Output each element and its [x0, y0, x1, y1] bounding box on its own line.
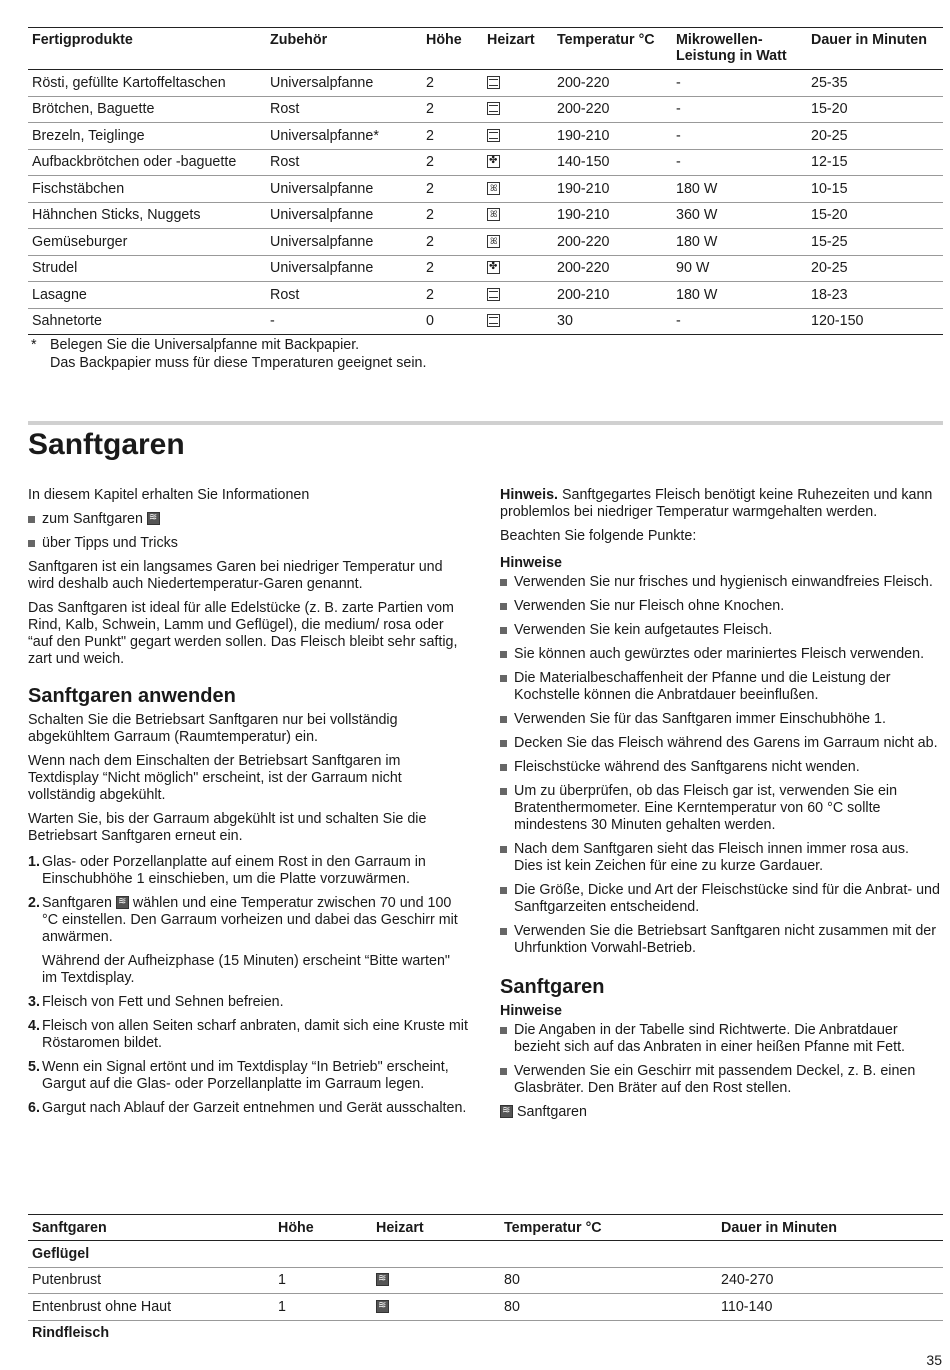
col-header: Fertigprodukte	[28, 28, 266, 70]
cell: 2	[422, 176, 483, 203]
icon-legend-label: Sanftgaren	[516, 1104, 587, 1120]
cell: Strudel	[28, 255, 266, 282]
cell: 30	[553, 308, 672, 335]
table-header-row	[28, 28, 943, 70]
step-text: Glas- oder Porzellanplatte auf einem Rost in den Garraum in Einschubhöhe 1 einschieben, um die Platte vorzuwärmen.	[42, 854, 426, 887]
cell: -	[672, 70, 807, 97]
col-header: Dauer in Minuten	[807, 28, 943, 70]
cell: Universalpfanne	[266, 202, 422, 229]
list-item: Verwenden Sie kein aufgetautes Fleisch.	[500, 622, 940, 639]
step-text: Gargut nach Ablauf der Garzeit entnehmen und Gerät ausschalten.	[42, 1100, 467, 1116]
cell: Universalpfanne*	[266, 123, 422, 150]
cell: 200-220	[553, 255, 672, 282]
cell: Universalpfanne	[266, 255, 422, 282]
cell	[483, 123, 553, 150]
cell: 2	[422, 70, 483, 97]
left-column	[28, 487, 468, 1124]
cell	[483, 96, 553, 123]
cell	[372, 1294, 500, 1321]
slow-cook-icon	[147, 512, 160, 525]
list-item: Die Materialbeschaffenheit der Pfanne und die Leistung der Kochstelle können die Anbratdauer beeinflußen.	[500, 670, 940, 704]
footnote-line: Das Backpapier muss für diese Tmperaturen geeignet sein.	[50, 354, 427, 371]
hot-air-icon	[487, 155, 500, 168]
cell: Lasagne	[28, 282, 266, 309]
cell	[483, 282, 553, 309]
notes-heading: Hinweise	[500, 1003, 562, 1019]
col-header: Heizart	[372, 1215, 500, 1241]
list-item-text: über Tipps und Tricks	[42, 535, 178, 551]
notes-list	[500, 1022, 940, 1097]
table-row	[28, 70, 943, 97]
cell: 140-150	[553, 149, 672, 176]
cell: 2	[422, 229, 483, 256]
table-row	[28, 149, 943, 176]
cell: Rösti, gefüllte Kartoffeltaschen	[28, 70, 266, 97]
cell: Putenbrust	[28, 1267, 274, 1294]
cell: 190-210	[553, 176, 672, 203]
list-item: Um zu überprüfen, ob das Fleisch gar ist, verwenden Sie ein Bratenthermometer. Eine Kerntemperatur von 60 °C sollte mindestens 30 Minuten gehalten werden.	[500, 783, 940, 834]
cell: Fischstäbchen	[28, 176, 266, 203]
cell: 15-25	[807, 229, 943, 256]
paragraph: Warten Sie, bis der Garraum abgekühlt ist und schalten Sie die Betriebsart Sanftgaren erneut ein.	[28, 811, 427, 844]
cell	[483, 308, 553, 335]
section-divider	[28, 421, 943, 425]
step-number: 6.	[28, 1100, 40, 1116]
top-bottom-heat-icon	[487, 314, 500, 327]
col-header: Temperatur °C	[500, 1215, 717, 1241]
subsection-title: Sanftgaren anwenden	[28, 685, 236, 707]
step-text: Fleisch von Fett und Sehnen befreien.	[42, 994, 284, 1010]
table-row	[28, 176, 943, 203]
list-item: Die Angaben in der Tabelle sind Richtwerte. Die Anbratdauer bezieht sich auf das Anbraten in einer heißen Pfanne mit Fett.	[500, 1022, 940, 1056]
step	[28, 994, 468, 1011]
table-row	[28, 308, 943, 335]
cell: 18-23	[807, 282, 943, 309]
step	[28, 1100, 468, 1117]
col-header: Mikrowellen- Leistung in Watt	[672, 28, 807, 70]
cell: 110-140	[717, 1294, 943, 1321]
hint-label: Hinweis.	[500, 487, 558, 503]
cell: 20-25	[807, 255, 943, 282]
baking-table	[28, 27, 943, 335]
table-group-row	[28, 1241, 943, 1268]
cell: 2	[422, 96, 483, 123]
cell: 80	[500, 1294, 717, 1321]
list-item: Verwenden Sie ein Geschirr mit passendem Deckel, z. B. einen Glasbräter. Den Bräter auf den Rost stellen.	[500, 1063, 940, 1097]
list-item: Verwenden Sie für das Sanftgaren immer Einschubhöhe 1.	[500, 711, 940, 728]
cell: Brezeln, Teiglinge	[28, 123, 266, 150]
col-header: Zubehör	[266, 28, 422, 70]
top-bottom-heat-icon	[487, 129, 500, 142]
cell: 190-210	[553, 202, 672, 229]
cell: 90 W	[672, 255, 807, 282]
step-text: Wenn ein Signal ertönt und im Textdisplay “In Betrieb" erscheint, Gargut auf die Glas- oder Porzellanplatte im Garraum legen.	[42, 1059, 449, 1092]
cell: 200-220	[553, 70, 672, 97]
step	[28, 895, 468, 987]
cell	[483, 149, 553, 176]
table-group-row	[28, 1320, 943, 1346]
cell: 20-25	[807, 123, 943, 150]
cell: Sahnetorte	[28, 308, 266, 335]
right-column	[500, 487, 940, 1121]
circulating-grill-icon	[487, 208, 500, 221]
step-text: Sanftgaren	[42, 895, 112, 911]
cell: 15-20	[807, 202, 943, 229]
cell: Entenbrust ohne Haut	[28, 1294, 274, 1321]
cell: 180 W	[672, 229, 807, 256]
cell: 12-15	[807, 149, 943, 176]
step-note: Während der Aufheizphase (15 Minuten) erscheint “Bitte warten" im Textdisplay.	[42, 953, 450, 986]
hot-air-icon	[487, 261, 500, 274]
cell: Rost	[266, 96, 422, 123]
page-number: 35	[926, 1352, 942, 1368]
step-text: wählen und eine Temperatur zwischen 70 und 100 °C einstellen. Den Garraum vorheizen und dabei das Geschirr mit anwärmen.	[42, 895, 458, 945]
cell	[483, 202, 553, 229]
cell	[372, 1267, 500, 1294]
step	[28, 854, 468, 888]
slow-cook-icon	[376, 1273, 389, 1286]
table-row	[28, 96, 943, 123]
col-header: Höhe	[422, 28, 483, 70]
step-number: 5.	[28, 1059, 40, 1075]
hint-text: Sanftgegartes Fleisch benötigt keine Ruhezeiten und kann problemlos bei niedriger Temperatur warmgehalten werden.	[500, 487, 933, 520]
cell: 200-220	[553, 96, 672, 123]
cell: Universalpfanne	[266, 176, 422, 203]
cell: Rost	[266, 282, 422, 309]
table-header-row	[28, 1215, 943, 1241]
cell: 2	[422, 123, 483, 150]
table-row	[28, 1267, 943, 1294]
slow-cook-icon	[116, 896, 129, 909]
step-number: 1.	[28, 854, 40, 870]
cell: 2	[422, 149, 483, 176]
paragraph: Schalten Sie die Betriebsart Sanftgaren nur bei vollständig abgekühltem Garraum (Raumtemperatur) ein.	[28, 712, 398, 745]
col-header: Heizart	[483, 28, 553, 70]
table-row	[28, 123, 943, 150]
list-item: Sie können auch gewürztes oder mariniertes Fleisch verwenden.	[500, 646, 940, 663]
notes-list	[500, 574, 940, 957]
cell: -	[672, 123, 807, 150]
subsection-title: Sanftgaren	[500, 976, 605, 998]
cell: 180 W	[672, 282, 807, 309]
cell	[483, 70, 553, 97]
step-number: 4.	[28, 1018, 40, 1034]
list-item: Decken Sie das Fleisch während des Garens im Garraum nicht ab.	[500, 735, 940, 752]
cell: Hähnchen Sticks, Nuggets	[28, 202, 266, 229]
hint-paragraph	[500, 487, 940, 521]
footnote-line: Belegen Sie die Universalpfanne mit Backpapier.	[50, 337, 360, 353]
paragraph: Beachten Sie folgende Punkte:	[500, 528, 697, 544]
list-item: Fleischstücke während des Sanftgarens nicht wenden.	[500, 759, 940, 776]
circulating-grill-icon	[487, 182, 500, 195]
cell: -	[672, 96, 807, 123]
notes-heading: Hinweise	[500, 555, 562, 571]
group-label: Rindfleisch	[32, 1325, 110, 1342]
group-label: Geflügel	[28, 1241, 943, 1268]
intro-text: In diesem Kapitel erhalten Sie Informationen	[28, 487, 310, 503]
cell: -	[672, 149, 807, 176]
cell: 200-220	[553, 229, 672, 256]
cell: 2	[422, 282, 483, 309]
circulating-grill-icon	[487, 235, 500, 248]
cell: 180 W	[672, 176, 807, 203]
step-number: 3.	[28, 994, 40, 1010]
cell: 1	[274, 1267, 372, 1294]
list-item: Verwenden Sie die Betriebsart Sanftgaren nicht zusammen mit der Uhrfunktion Vorwahl-Betrieb.	[500, 923, 940, 957]
list-item-text: zum Sanftgaren	[42, 511, 143, 527]
cell: 360 W	[672, 202, 807, 229]
list-item: Die Größe, Dicke und Art der Fleischstücke sind für die Anbrat- und Sanftgarzeiten entscheidend.	[500, 882, 940, 916]
cell: 1	[274, 1294, 372, 1321]
col-header: Sanftgaren	[28, 1215, 274, 1241]
cell: Aufbackbrötchen oder -baguette	[28, 149, 266, 176]
step-text: Fleisch von allen Seiten scharf anbraten, damit sich eine Kruste mit Röstaromen bildet.	[42, 1018, 468, 1051]
cell	[483, 176, 553, 203]
icon-legend	[500, 1104, 940, 1121]
col-header: Dauer in Minuten	[717, 1215, 943, 1241]
cell: 2	[422, 202, 483, 229]
cell: 190-210	[553, 123, 672, 150]
cell: 0	[422, 308, 483, 335]
list-item: Nach dem Sanftgaren sieht das Fleisch innen immer rosa aus. Dies ist kein Zeichen für eine zu kurze Gardauer.	[500, 841, 940, 875]
top-bottom-heat-icon	[487, 102, 500, 115]
cell: 240-270	[717, 1267, 943, 1294]
paragraph: Sanftgaren ist ein langsames Garen bei niedriger Temperatur und wird deshalb auch Niedertemperatur-Garen genannt.	[28, 559, 443, 592]
list-item: Verwenden Sie nur frisches und hygienisch einwandfreies Fleisch.	[500, 574, 940, 591]
table-row	[28, 282, 943, 309]
table-footnote	[31, 337, 426, 372]
cell: 200-210	[553, 282, 672, 309]
cell: 80	[500, 1267, 717, 1294]
steps-list	[28, 854, 468, 1117]
paragraph: Wenn nach dem Einschalten der Betriebsart Sanftgaren im Textdisplay “Nicht möglich" erscheint, ist der Garraum nicht vollständig abgekühlt.	[28, 753, 402, 803]
cell: 25-35	[807, 70, 943, 97]
cell: -	[672, 308, 807, 335]
cell: Rost	[266, 149, 422, 176]
list-item	[28, 535, 468, 552]
step-number: 2.	[28, 895, 40, 911]
cell: Brötchen, Baguette	[28, 96, 266, 123]
paragraph: Das Sanftgaren ist ideal für alle Edelstücke (z. B. zarte Partien vom Rind, Kalb, Schwein, Lamm und Geflügel), die medium/ rosa oder “auf den Punkt" gegart werden sollen. Das Fleisch bleibt sehr saftig, zart und weich.	[28, 600, 458, 667]
list-item	[28, 511, 468, 528]
top-bottom-heat-icon	[487, 76, 500, 89]
cell: 120-150	[807, 308, 943, 335]
table-row	[28, 1294, 943, 1321]
slow-cook-table	[28, 1214, 943, 1346]
table-row	[28, 255, 943, 282]
cell: Universalpfanne	[266, 229, 422, 256]
cell	[483, 255, 553, 282]
top-bottom-heat-icon	[487, 288, 500, 301]
cell: Gemüseburger	[28, 229, 266, 256]
list-item: Verwenden Sie nur Fleisch ohne Knochen.	[500, 598, 940, 615]
cell: 15-20	[807, 96, 943, 123]
cell: 10-15	[807, 176, 943, 203]
slow-cook-icon	[500, 1105, 513, 1118]
col-header: Temperatur °C	[553, 28, 672, 70]
section-title: Sanftgaren	[28, 428, 185, 461]
table-row	[28, 202, 943, 229]
step	[28, 1059, 468, 1093]
col-header: Höhe	[274, 1215, 372, 1241]
step	[28, 1018, 468, 1052]
cell	[483, 229, 553, 256]
cell: -	[266, 308, 422, 335]
cell: Universalpfanne	[266, 70, 422, 97]
cell: 2	[422, 255, 483, 282]
footnote-star: *	[31, 337, 37, 353]
slow-cook-icon	[376, 1300, 389, 1313]
table-row	[28, 229, 943, 256]
